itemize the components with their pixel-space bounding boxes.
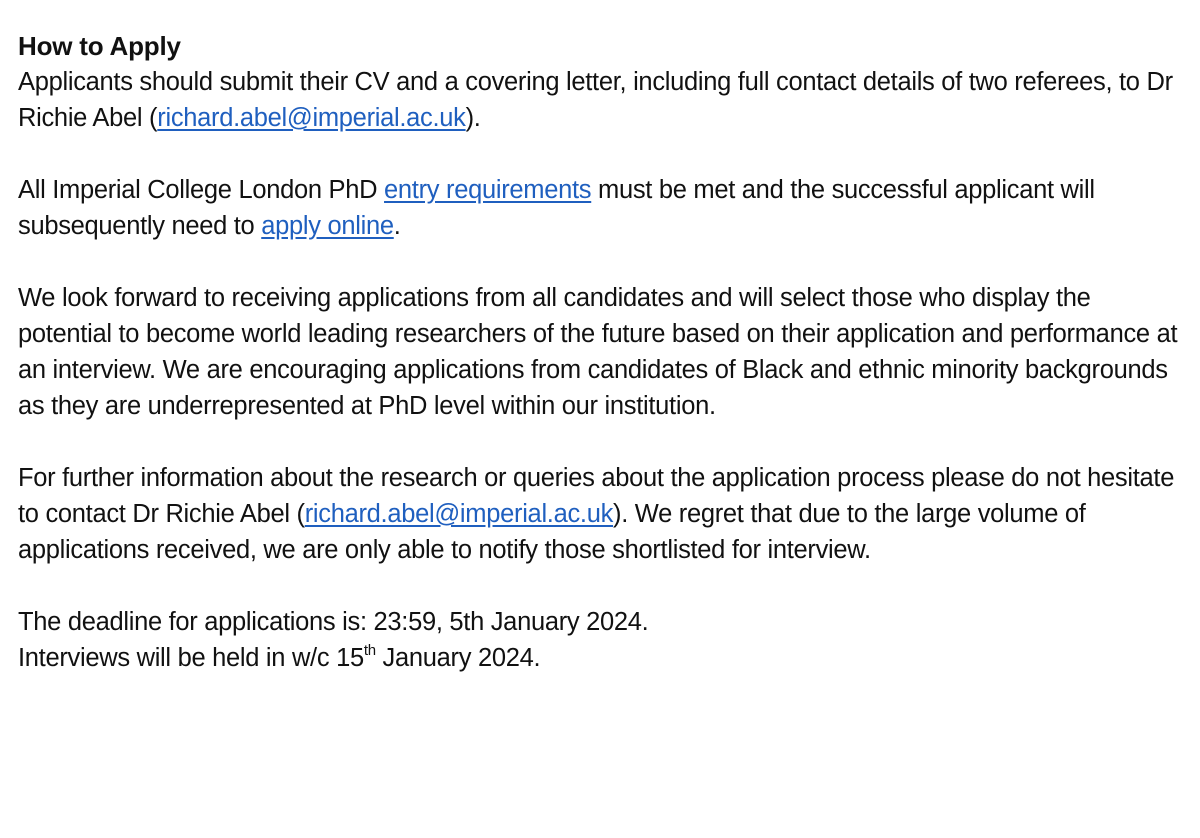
- email-link[interactable]: richard.abel@imperial.ac.uk: [157, 104, 466, 132]
- ordinal-suffix: th: [363, 641, 376, 659]
- email-link[interactable]: richard.abel@imperial.ac.uk: [304, 500, 614, 528]
- spacer: [18, 244, 1182, 280]
- contact-text: For further information about the research or queries about the application process please do not hesitate to contact Dr Richie Abel (: [18, 464, 1175, 528]
- spacer: [18, 136, 1182, 172]
- section-heading: How to Apply: [18, 31, 181, 61]
- paragraph-requirements: [18, 172, 1182, 244]
- requirements-text-middle: must be met and the successful applicant will subsequently need to: [18, 176, 1095, 240]
- interviews-text: Interviews will be held in w/c 15: [18, 644, 364, 672]
- spacer: [18, 424, 1182, 460]
- paragraph-submission: [18, 64, 1182, 136]
- submission-text: Applicants should submit their CV and a covering letter, including full contact details of two referees, to Dr Richie Abel (: [18, 68, 1173, 132]
- submission-text-end: ).: [465, 104, 481, 132]
- spacer: [18, 568, 1182, 604]
- entry-requirements-link[interactable]: entry requirements: [384, 176, 592, 204]
- deadline-line: The deadline for applications is: 23:59, 5th January 2024.: [18, 608, 649, 636]
- paragraph-contact: [18, 460, 1182, 568]
- paragraph-candidates: We look forward to receiving applications from all candidates and will select those who display the potential to become world leading researchers of the future based on their application and performance at an interview. We are encouraging applications from candidates of Black and ethnic minority backgrounds as they are underrepresented at PhD level within our institution.: [18, 284, 1178, 420]
- contact-text-end: ). We regret that due to the large volume of applications received, we are only able to notify those shortlisted for interview.: [18, 500, 1086, 564]
- apply-online-link[interactable]: apply online: [261, 212, 394, 240]
- requirements-text: All Imperial College London PhD: [18, 176, 385, 204]
- requirements-text-end: .: [393, 212, 401, 240]
- interviews-text-end: January 2024.: [375, 644, 541, 672]
- interviews-line: [18, 640, 1182, 676]
